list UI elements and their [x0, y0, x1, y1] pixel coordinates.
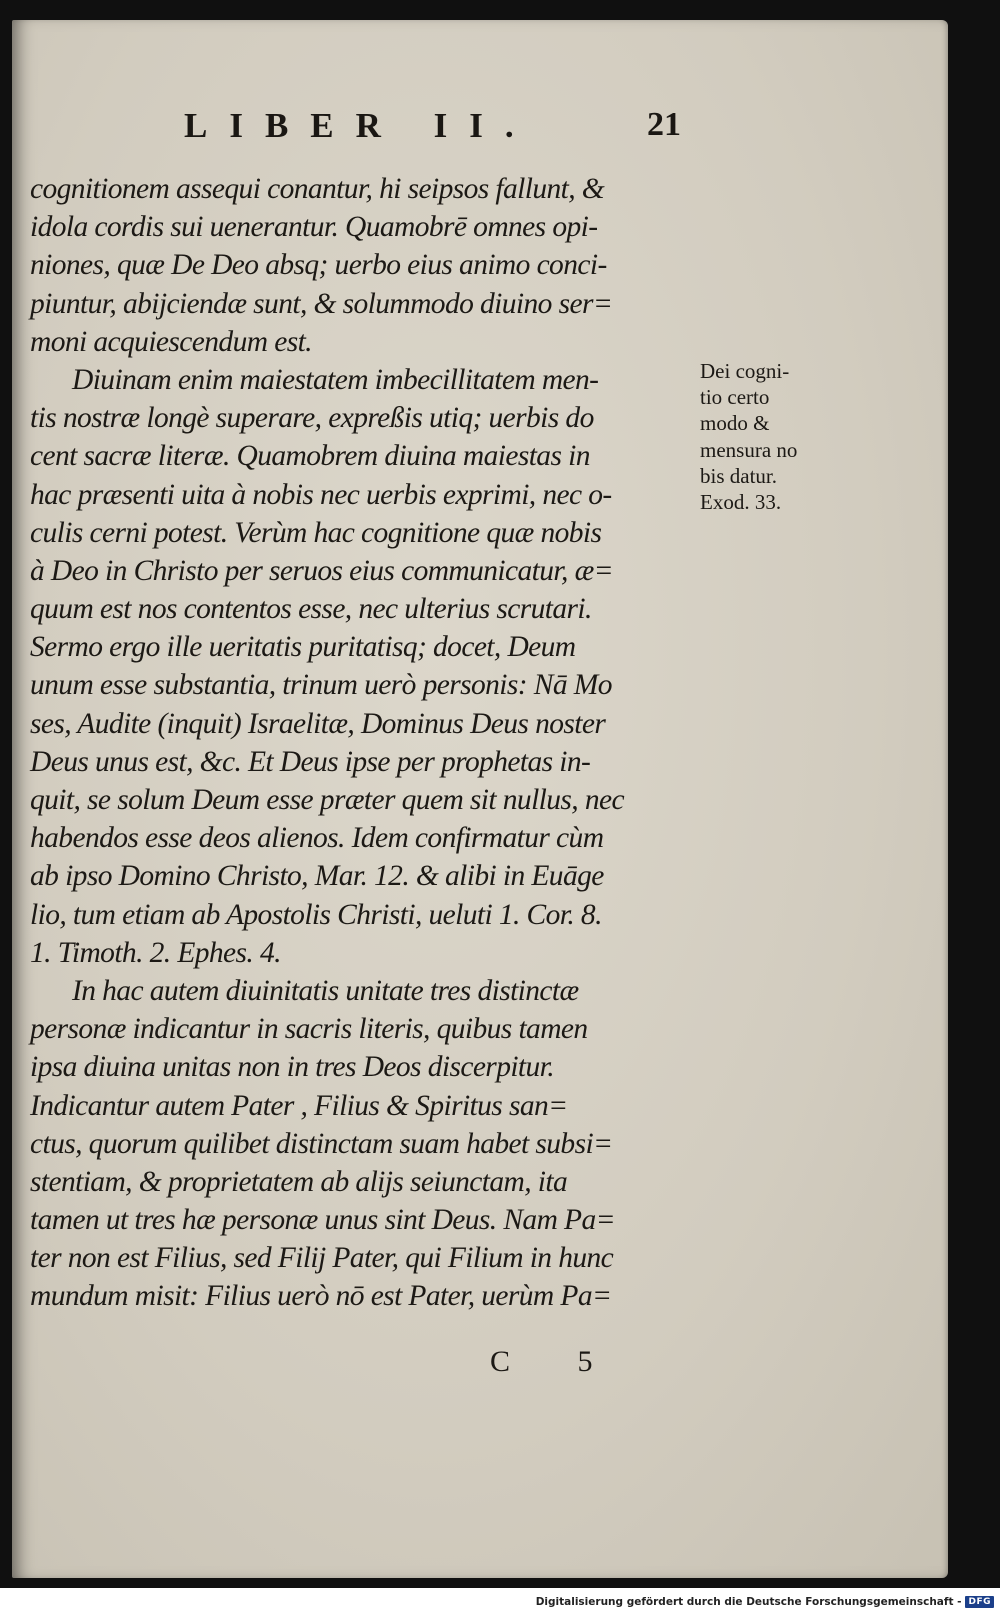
margin-note-line: tio certo: [700, 385, 770, 410]
text-line: idola cordis sui uenerantur. Quamobrē omnes opi-: [30, 211, 598, 244]
text-line: personæ indicantur in sacris literis, quibus tamen: [30, 1013, 588, 1046]
text-line: piuntur, abijciendæ sunt, & solummodo diuino ser=: [30, 287, 613, 320]
text-line: ab ipso Domino Christo, Mar. 12. & alibi in Euāge: [30, 860, 604, 893]
text-line: 1. Timoth. 2. Ephes. 4.: [30, 936, 281, 969]
margin-note: [700, 358, 830, 515]
text-line: ipsa diuina unitas non in tres Deos discerpitur.: [30, 1051, 555, 1084]
margin-note-line: bis datur.: [700, 463, 777, 488]
margin-note-line: Exod. 33.: [700, 489, 782, 514]
digitization-credit: [536, 1593, 994, 1611]
credit-text: Digitalisierung gefördert durch die Deutsche Forschungsgemeinschaft -: [535, 1596, 962, 1608]
text-line: à Deo in Christo per seruos eius communicatur, æ=: [30, 554, 613, 587]
text-line: Sermo ergo ille ueritatis puritatisq; docet, Deum: [30, 631, 576, 664]
text-line: Deus unus est, &c. Et Deus ipse per prophetas in-: [30, 745, 591, 778]
body-text: [30, 170, 685, 1316]
text-line: quum est nos contentos esse, nec ulterius scrutari.: [30, 593, 592, 626]
text-line: mundum misit: Filius uerò nō est Pater, uerùm Pa=: [30, 1280, 612, 1313]
margin-note-line: modo &: [700, 411, 770, 436]
text-line: ctus, quorum quilibet distinctam suam habet subsi=: [30, 1127, 613, 1160]
text-line: habendos esse deos alienos. Idem confirmatur cùm: [30, 822, 604, 855]
header-title: LIBER II.: [184, 106, 536, 145]
text-line: cent sacræ literæ. Quamobrem diuina maiestas in: [30, 440, 590, 473]
text-line: ter non est Filius, sed Filij Pater, qui Filium in hunc: [30, 1242, 614, 1275]
margin-note-line: mensura no: [700, 437, 798, 462]
book-page: [12, 20, 948, 1578]
text-line: Diuinam enim maiestatem imbecillitatem men-: [72, 363, 599, 396]
text-line: quit, se solum Deum esse præter quem sit nullus, nec: [30, 784, 624, 816]
text-line: cognitionem assequi conantur, hi seipsos fallunt, &: [30, 173, 605, 205]
signature-mark: C 5: [490, 1345, 623, 1378]
text-line: hac præsenti uita à nobis nec uerbis exprimi, nec o-: [30, 478, 612, 511]
page-number: 21: [647, 106, 681, 143]
text-line: culis cerni potest. Verùm hac cognitione quæ nobis: [30, 516, 602, 549]
running-header: [12, 100, 972, 150]
margin-note-line: Dei cogni-: [700, 359, 790, 383]
text-line: moni acquiescendum est.: [30, 325, 312, 358]
text-line: lio, tum etiam ab Apostolis Christi, ueluti 1. Cor. 8.: [30, 898, 602, 931]
text-line: ses, Audite (inquit) Israelitæ, Dominus Deus noster: [30, 707, 606, 740]
text-line: Indicantur autem Pater , Filius & Spiritus san=: [30, 1089, 568, 1122]
dfg-logo: DFG: [965, 1596, 994, 1608]
text-line: unum esse substantia, trinum uerò personis: Nā Mo: [30, 669, 612, 702]
text-line: tis nostræ longè superare, expreßis utiq; uerbis do: [30, 402, 594, 435]
text-line: tamen ut tres hæ personæ unus sint Deus. Nam Pa=: [30, 1204, 615, 1237]
text-line: niones, quæ De Deo absq; uerbo eius animo conci-: [30, 249, 607, 282]
text-line: stentiam, & proprietatem ab alijs seiunctam, ita: [30, 1165, 568, 1198]
text-line: In hac autem diuinitatis unitate tres distinctæ: [72, 974, 579, 1007]
